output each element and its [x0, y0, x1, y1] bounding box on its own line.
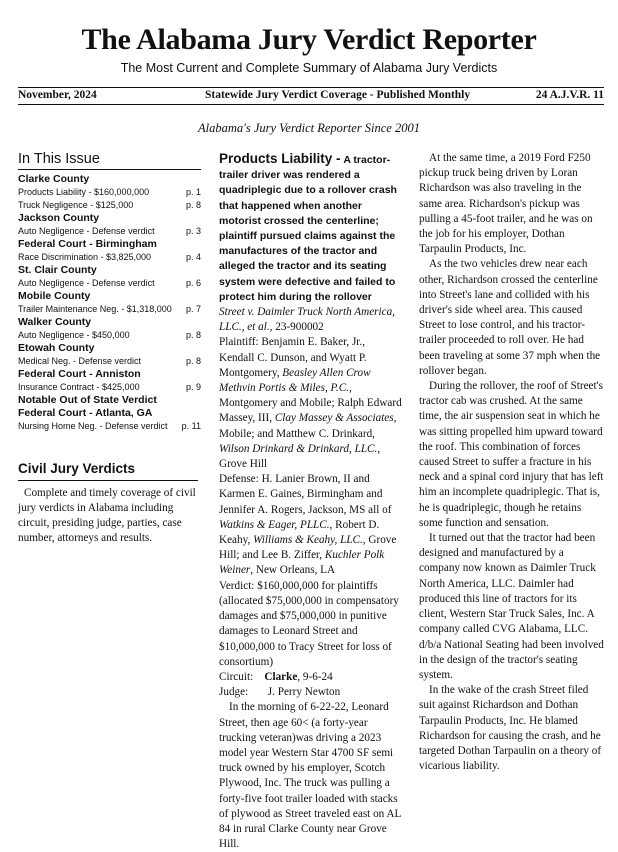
toc-county-heading: Clarke County: [18, 173, 90, 185]
toc-entry[interactable]: [18, 199, 201, 212]
masthead: [0, 22, 618, 76]
article-category: Products Liability -: [219, 151, 341, 166]
toc-entry[interactable]: [18, 277, 201, 290]
issue-citation: 24 A.J.V.R. 11: [535, 89, 604, 101]
toc-entry-page: p. 1: [185, 187, 201, 197]
publication-subtitle: The Most Current and Complete Summary of Alabama Jury Verdicts: [120, 61, 498, 75]
circuit-date: , 9-6-24: [297, 670, 333, 683]
defense-firm-3: Kuchler Polk Weiner: [219, 549, 385, 577]
coverage-line: Statewide Jury Verdict Coverage - Published Monthly: [205, 89, 471, 101]
civil-jury-verdicts-box: [18, 460, 198, 546]
issue-date: November, 2024: [18, 89, 97, 101]
judge-name: J. Perry Newton: [267, 686, 341, 699]
toc-entry-label: Race Discrimination - $3,825,000: [18, 252, 152, 262]
toc-divider: [18, 169, 201, 170]
top-rule: [18, 87, 604, 88]
toc-entry-page: p. 9: [185, 382, 201, 392]
toc-entry-label: Truck Negligence - $125,000: [18, 200, 134, 210]
case-name: Street v. Daimler Truck North America, LLC., et al.,: [219, 306, 395, 334]
judge: [219, 685, 402, 700]
toc-entry[interactable]: [18, 251, 201, 264]
toc-entry-label: Nursing Home Neg. - Defense verdict: [18, 421, 168, 431]
article-paragraph-3: As the two vehicles drew near each other, Richardson crossed the centerline into Street's lane and collided with his driver's side wheel area. This caused Street to lose control, and his tractor-trailer proceeded to roll over. He had been traveling at some 37 mph when the rollover began.: [419, 258, 601, 377]
civil-divider: [18, 480, 198, 481]
toc-county-heading: Federal Court - Atlanta, GA: [18, 407, 153, 419]
plaintiff-attorneys-3: , Mobile; and Matthew C. Drinkard,: [219, 412, 397, 440]
bottom-rule: [18, 104, 604, 105]
article-paragraph-6: In the wake of the crash Street filed suit against Richardson and Dothan Tarpaulin Products, Inc. He blamed Richardson for causing the crash, and he targeted Dothan Tarpaulin on a theory of vicarious liability.: [419, 684, 602, 773]
publication-title: The Alabama Jury Verdict Reporter: [81, 23, 537, 56]
toc-list: [18, 173, 201, 433]
toc-entry-page: p. 6: [185, 278, 201, 288]
defense-attorneys-2: , Robert D. Keahy,: [219, 518, 380, 547]
issue-meta-bar: [18, 89, 604, 105]
toc-entry[interactable]: [18, 303, 201, 316]
defense-label: Defense:: [219, 473, 262, 486]
verdict: [219, 579, 402, 670]
toc-entry-page: p. 3: [185, 226, 201, 236]
toc-county-heading: Federal Court - Birmingham: [18, 238, 157, 250]
toc-entry-label: Auto Negligence - Defense verdict: [18, 278, 155, 288]
plaintiff-counsel: [219, 335, 402, 472]
plaintiff-attorneys-1: Benjamin E. Baker, Jr., Kendall C. Dunson, and Wyatt P. Montgomery,: [219, 336, 367, 379]
circuit: [219, 670, 402, 685]
toc-entry-label: Medical Neg. - Defense verdict: [18, 356, 142, 366]
toc-entry-page: p. 8: [185, 200, 201, 210]
toc-county-heading: Jackson County: [18, 212, 100, 224]
defense-attorneys-1: H. Lanier Brown, II and Karmen E. Gaines, Birmingham and Jennifer A. Rogers, Jackson, MS all of: [219, 473, 392, 516]
defense-firm-1: Watkins & Eager, PLLC.: [219, 518, 330, 531]
toc-entry-label: Trailer Maintenance Neg. - $1,318,000: [18, 304, 172, 314]
plaintiff-firm-1: Beasley Allen Crow Methvin Portis & Miles, P.C.: [219, 366, 371, 395]
verdict-label: Verdict:: [219, 579, 258, 592]
article-column-1: [219, 151, 402, 852]
toc-entry-label: Products Liability - $160,000,000: [18, 187, 150, 197]
article-paragraph-2: At the same time, a 2019 Ford F250 pickup truck being driven by Loran Richardson was also traveling in the same area. Richardson's pickup was pulling a 45-foot trailer, and he was on the job for his employer, Dothan Tarpaulin Products, Inc.: [419, 152, 593, 256]
table-of-contents: [18, 150, 201, 433]
toc-county-heading: Etowah County: [18, 342, 95, 354]
circuit-name: Clarke: [264, 670, 298, 683]
plaintiff-attorneys-2: , Montgomery and Mobile; Ralph Edward Massey, III,: [219, 382, 402, 425]
toc-entry-label: Auto Negligence - $450,000: [18, 330, 130, 340]
verdict-text: $160,000,000 for plaintiffs (allocated $75,000,000 in compensatory damages and $75,000,000 in punitive damages to Leonard Street and $10,000,000 to Tracy Street for loss of consortium): [219, 579, 399, 668]
judge-label: Judge:: [219, 686, 252, 699]
article-headline: A tractor-trailer driver was rendered a quadriplegic due to a rollover crash that happened when another motorist crossed the centerline; plaintiff pursued claims against the manufactures of the tractor and alleged the tractor and its seating system were defective and failed to protect him during the rollover: [219, 154, 397, 303]
plaintiff-label: Plaintiff:: [219, 336, 262, 349]
toc-heading: In This Issue: [18, 151, 100, 167]
case-caption: [219, 305, 402, 335]
plaintiff-attorneys-4: , Grove Hill: [219, 442, 381, 471]
case-number: 23-900002: [272, 321, 324, 334]
article-column-2: [419, 151, 606, 774]
toc-entry-page: p. 4: [185, 252, 201, 262]
toc-county-heading: St. Clair County: [18, 264, 97, 276]
toc-entry-label: Insurance Contract - $425,000: [18, 382, 140, 392]
toc-entry[interactable]: [18, 420, 201, 433]
toc-entry[interactable]: [18, 186, 201, 199]
tagline: Alabama's Jury Verdict Reporter Since 2001: [198, 121, 420, 135]
defense-firm-2: Williams & Keahy, LLC.: [253, 534, 363, 547]
article-paragraph-4: During the rollover, the roof of Street's tractor cab was crushed. At the same time, the air suspension seat in which he was sitting propelled him upward toward the roof. This combination of forces caused Street to suffer a fracture in his neck and a spinal cord injury that has left him an incomplete quadriplegic. That is, he is quadriplegic, though he retains some function and sensation.: [419, 380, 604, 529]
toc-entry[interactable]: [18, 381, 201, 394]
toc-entry-page: p. 8: [185, 330, 201, 340]
toc-entry-page: p. 7: [185, 304, 201, 314]
toc-entry[interactable]: [18, 329, 201, 342]
civil-heading: Civil Jury Verdicts: [18, 461, 136, 476]
toc-entry[interactable]: [18, 225, 201, 238]
plaintiff-firm-3: Wilson Drinkard & Drinkard, LLC.: [219, 442, 378, 455]
toc-entry-page: p. 8: [185, 356, 201, 366]
defense-attorneys-3: , Grove Hill; and Lee B. Ziffer,: [219, 534, 397, 562]
article-headline-block: [219, 151, 402, 305]
toc-entry[interactable]: [18, 355, 201, 368]
defense-attorneys-4: , New Orleans, LA: [250, 564, 336, 577]
toc-county-heading: Notable Out of State Verdict: [18, 394, 157, 406]
civil-body: Complete and timely coverage of civil jury verdicts in Alabama including circuit, presiding judge, parties, case number, attorneys and results.: [18, 487, 196, 544]
toc-county-heading: Federal Court - Anniston: [18, 368, 141, 380]
toc-county-heading: Walker County: [18, 316, 92, 328]
article-paragraph-1: In the morning of 6-22-22, Leonard Street, then age 60< (a forty-year trucking veteran)was driving a 2023 model year Western Star 4700 SF semi truck owned by his employer, Scotch Plywood, Inc. The truck was pulling a forty-five foot trailer loaded with stacks of plywood as Street traveled east on AL 84 in rural Clarke County near Grove Hill.: [219, 701, 401, 851]
defense-counsel: [219, 472, 402, 578]
article-paragraph-5: It turned out that the tractor had been designed and manufactured by a company now known as Daimler Truck North America, LLC. Daimler had produced this line of tractors for its client, Western Star Truck Sales, Inc. A company called CVG Alabama, LLC. d/b/a National Seating had been involved in the design of the tractor's seating system.: [419, 532, 604, 681]
circuit-label: Circuit:: [219, 670, 256, 683]
toc-county-heading: Mobile County: [18, 290, 91, 302]
toc-entry-label: Auto Negligence - Defense verdict: [18, 226, 155, 236]
toc-entry-page: p. 11: [181, 421, 201, 431]
plaintiff-firm-2: Clay Massey & Associates: [274, 412, 394, 425]
